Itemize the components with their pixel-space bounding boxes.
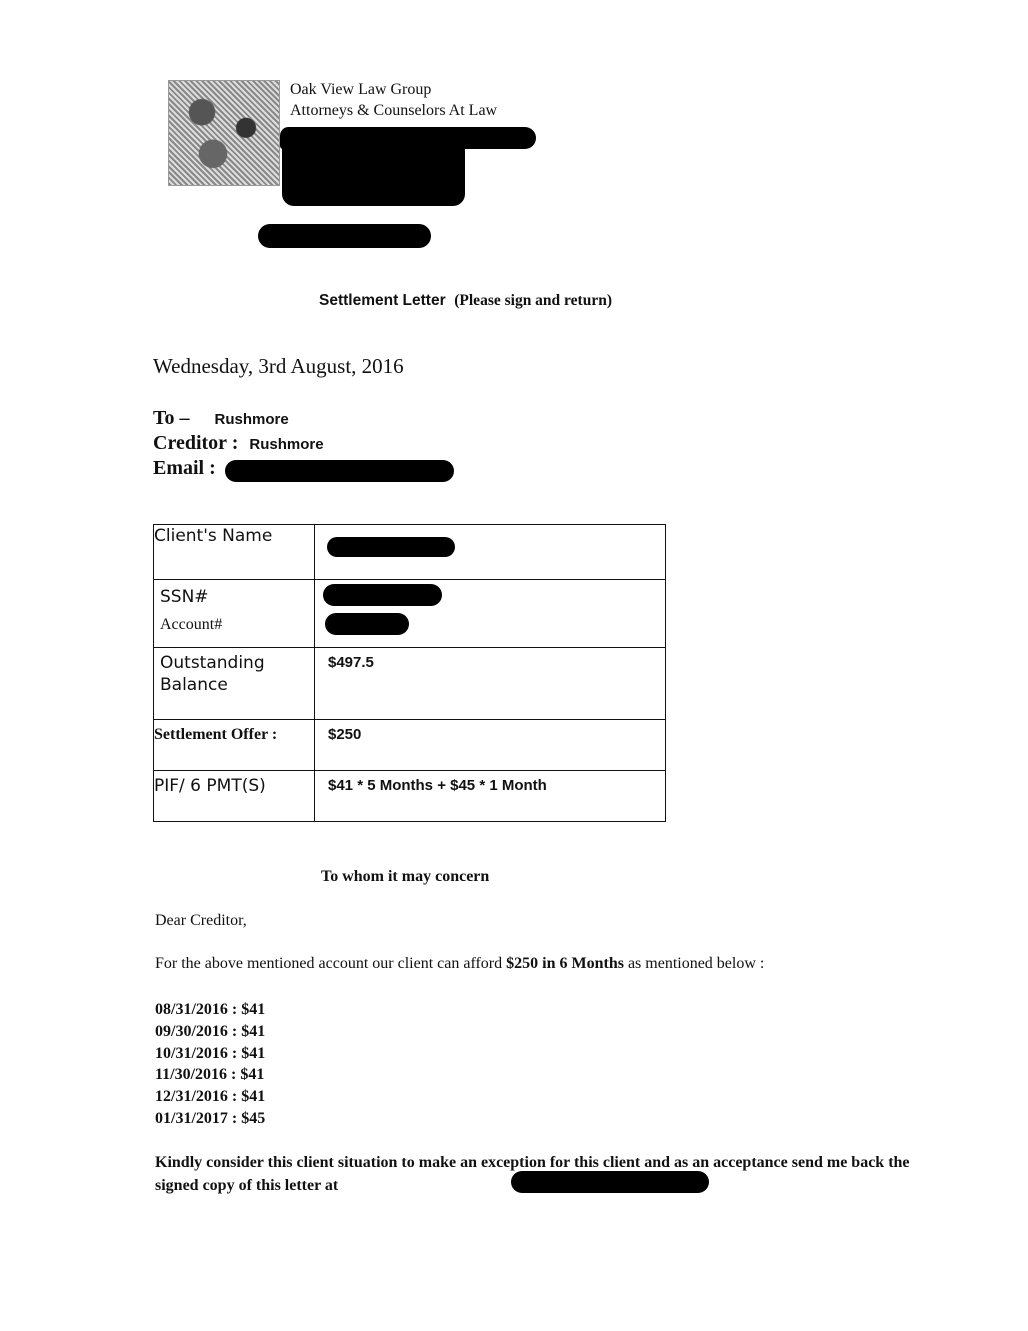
schedule-item: 09/30/2016 : $41 [155,1022,266,1040]
balance-label-line-1: Outstanding [160,653,265,673]
afford-text-post: as mentioned below : [623,955,765,972]
to-value: Rushmore [214,411,289,428]
afford-text-pre: For the above mentioned account our client can afford [155,955,507,972]
concern-heading: To whom it may concern [321,868,490,885]
firm-logo [168,80,280,186]
pif-label: PIF/ 6 PMT(S) [154,771,315,822]
balance-value: $497.5 [315,648,666,720]
schedule-item: 01/31/2017 : $45 [155,1109,266,1127]
creditor-row [153,432,324,455]
afford-paragraph [155,955,764,973]
settlement-table [153,524,666,822]
closing-paragraph: Kindly consider this client situation to make an exception for this client and as an acceptance send me back the signed copy of this letter at [155,1154,910,1194]
letter-date: Wednesday, 3rd August, 2016 [153,354,404,378]
creditor-label: Creditor : [153,432,239,454]
balance-label-line-2: Balance [160,675,228,695]
offer-label: Settlement Offer : [154,720,315,771]
client-name-label: Client's Name [154,525,315,580]
letter-title [319,292,612,310]
schedule-item: 11/30/2016 : $41 [155,1066,265,1084]
schedule-item: 08/31/2016 : $41 [155,1001,266,1018]
to-row [153,407,289,430]
ssn-account-values [315,580,666,648]
redacted-email [225,460,454,482]
account-label: Account# [160,616,223,633]
table-row [154,580,666,648]
redacted-client-name [327,537,455,557]
table-row [154,525,666,580]
redacted-ssn [323,584,442,606]
ssn-account-labels [154,580,315,648]
salutation: Dear Creditor, [155,912,247,929]
redacted-return-email [511,1171,709,1193]
table-row [154,648,666,720]
offer-value: $250 [315,720,666,771]
redacted-address-block [282,140,465,206]
payment-schedule [155,999,265,1130]
pif-value: $41 * 5 Months + $45 * 1 Month [315,771,666,822]
balance-label [154,648,315,720]
email-row [153,457,216,480]
email-label: Email : [153,457,216,479]
schedule-item: 10/31/2016 : $41 [155,1044,266,1062]
afford-amount: $250 in 6 Months [506,955,624,972]
ssn-label: SSN# [160,587,209,607]
creditor-value: Rushmore [249,436,324,453]
redacted-account [325,613,409,635]
schedule-item: 12/31/2016 : $41 [155,1088,266,1106]
table-row [154,771,666,822]
table-row [154,720,666,771]
redacted-address-line-2 [258,224,431,248]
letter-title-main: Settlement Letter [319,292,446,309]
firm-subtitle: Attorneys & Counselors At Law [290,102,498,119]
letter-title-note: (Please sign and return) [454,292,612,309]
client-name-value [315,525,666,580]
to-label: To – [153,407,190,429]
firm-name: Oak View Law Group [290,81,432,98]
